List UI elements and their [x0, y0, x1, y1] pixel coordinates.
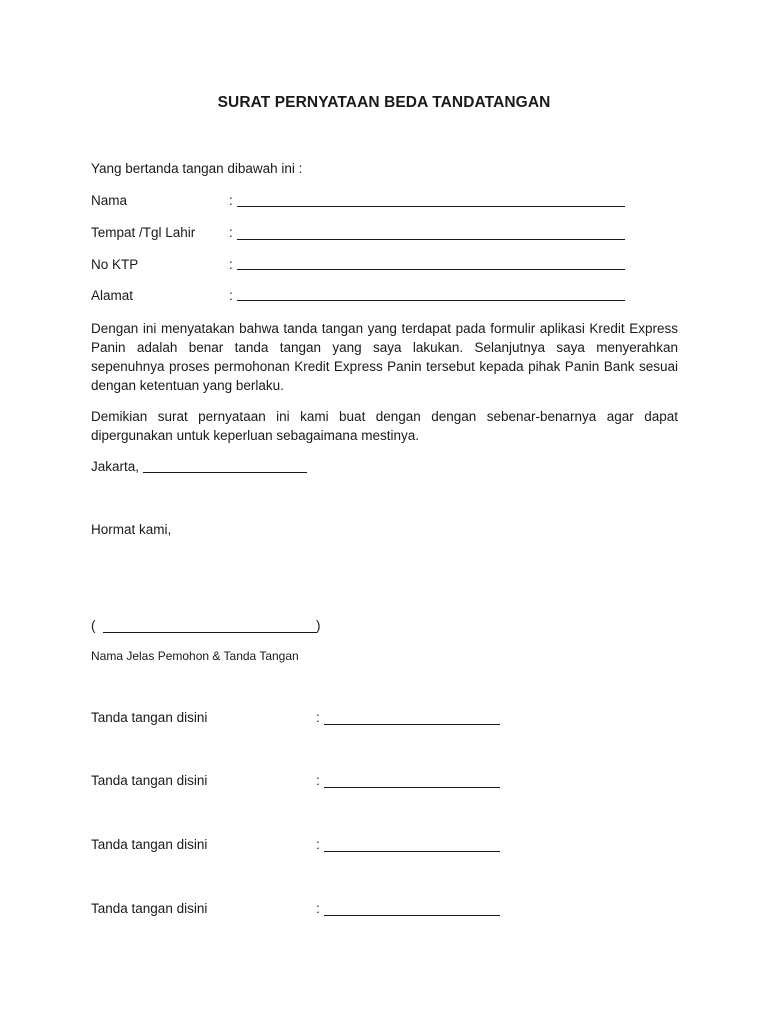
signature-row-label: Tanda tangan disini: [91, 710, 208, 725]
signature-row-colon: :: [316, 710, 320, 725]
field-colon: :: [229, 193, 233, 208]
field-line-tempat-tgl-lahir[interactable]: [237, 239, 625, 240]
sign-open-paren: (: [91, 618, 96, 633]
document-title: SURAT PERNYATAAN BEDA TANDATANGAN: [217, 94, 551, 111]
field-label-tempat-tgl-lahir: Tempat /Tgl Lahir: [91, 225, 196, 240]
field-label-nama: Nama: [91, 193, 128, 208]
signature-row-colon: :: [316, 837, 320, 852]
sign-close-paren: ): [316, 618, 321, 633]
closing-paragraph: Demikian surat pernyataan ini kami buat dengan dengan sebenar-benarnya agar dapat dipergunakan untuk keperluan sebagaimana mestinya.: [91, 409, 678, 443]
signature-row-label: Tanda tangan disini: [91, 837, 208, 852]
name-signature-line[interactable]: [103, 632, 317, 633]
signature-row-label: Tanda tangan disini: [91, 773, 208, 788]
statement-paragraph: Dengan ini menyatakan bahwa tanda tangan yang terdapat pada formulir aplikasi Kredit Express Panin adalah benar tanda tangan yang saya lakukan. Selanjutnya saya menyerahkan sepenuhnya proses permohonan Kredit Express Panin tersebut kepada pihak Panin Bank sesuai dengan ketentuan yang berlaku.: [91, 321, 678, 393]
signature-line-3[interactable]: [324, 851, 500, 852]
signature-line-4[interactable]: [324, 915, 500, 916]
field-label-no-ktp: No KTP: [91, 257, 139, 272]
field-colon: :: [229, 225, 233, 240]
intro-text: Yang bertanda tangan dibawah ini :: [91, 161, 303, 176]
place-label: Jakarta,: [91, 459, 140, 474]
field-colon: :: [229, 257, 233, 272]
signature-row-colon: :: [316, 901, 320, 916]
sign-caption: Nama Jelas Pemohon & Tanda Tangan: [91, 649, 299, 663]
signature-row-label: Tanda tangan disini: [91, 901, 208, 916]
field-line-alamat[interactable]: [237, 300, 625, 301]
field-colon: :: [229, 288, 233, 303]
field-label-alamat: Alamat: [91, 288, 134, 303]
field-line-no-ktp[interactable]: [237, 269, 625, 270]
signature-row-colon: :: [316, 773, 320, 788]
signature-line-2[interactable]: [324, 787, 500, 788]
field-line-nama[interactable]: [237, 206, 625, 207]
date-line[interactable]: [143, 472, 307, 473]
closing-salutation: Hormat kami,: [91, 522, 172, 537]
signature-line-1[interactable]: [324, 724, 500, 725]
